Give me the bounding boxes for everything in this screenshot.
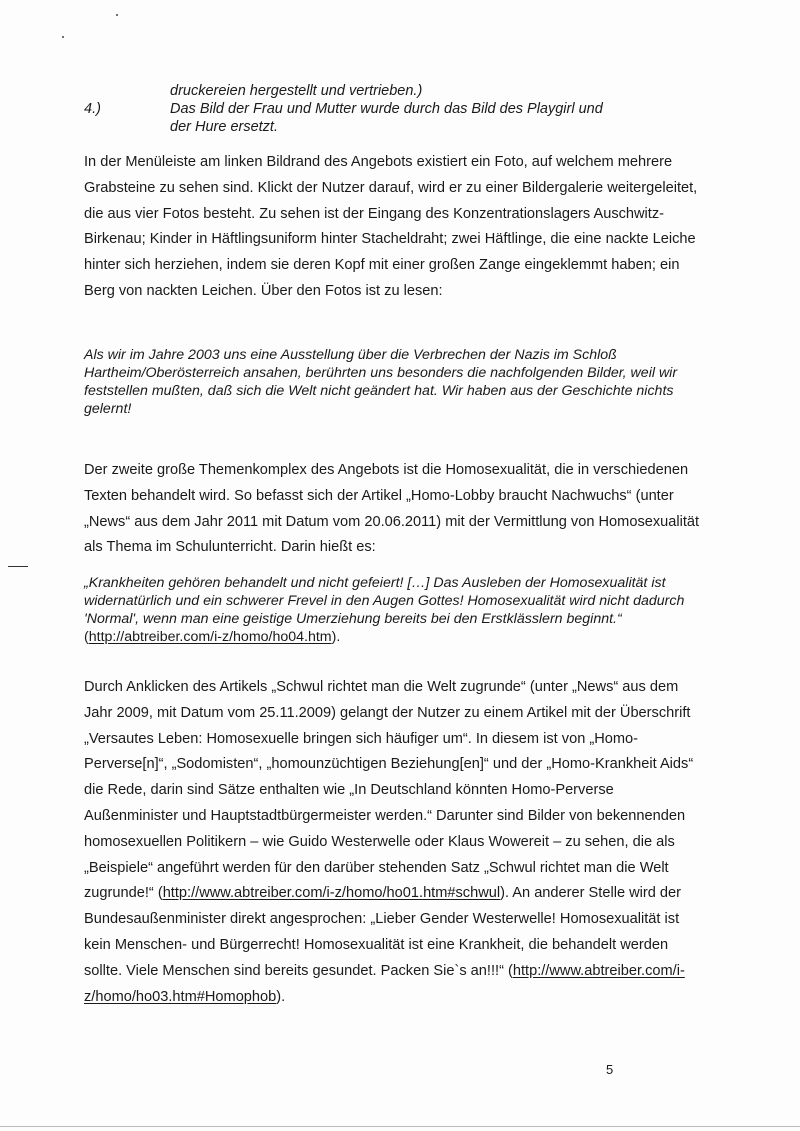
page-number: 5 xyxy=(606,1062,614,1077)
paragraph-schwul-text-1: Durch Anklicken des Artikels „Schwul richtet man die Welt zugrunde“ (unter „News“ aus dem Jahr 2009, mit Datum vom 25.11.2009) gelangt der Nutzer zu einem Artikel mit der Überschrift „Versautes Leben: Homosexuelle bringen sich häufiger um“. In diesem ist von „Homo-Perverse[n]“, „Sodomisten“, „homounzüchtigen Beziehung[en]“ und der „Homo-Krankheit Aids“ die Rede, darin sind Sätze enthalten wie „In Deutschland könnten Homo-Perverse Außenminister und Hauptstadtbürgermeister werden.“ Darunter sind Bilder von bekennenden homosexuellen Politikern – wie Guido Westerwelle oder Klaus Wowereit – zu sehen, die als „Beispiele“ angeführt werden für den darüber stehenden Satz „Schwul richtet man die Welt zugrunde!“ ( xyxy=(84,679,694,902)
list-item-4 xyxy=(84,100,684,118)
quote-paren-close: ). xyxy=(331,629,341,645)
page-bottom-edge xyxy=(0,1126,800,1127)
source-link-ho04[interactable]: http://abtreiber.com/i-z/homo/ho04.htm xyxy=(88,629,332,645)
source-link-ho03[interactable]: http://www.abtreiber.com/i-z/homo/ho03.htm#Homophob xyxy=(84,962,685,1005)
scan-speck xyxy=(116,14,118,16)
source-link-ho01[interactable]: http://www.abtreiber.com/i-z/homo/ho01.htm#schwul xyxy=(162,885,501,902)
quote-homo-lobby xyxy=(84,574,704,646)
numbered-list xyxy=(84,82,684,136)
list-item-text-line2: der Hure ersetzt. xyxy=(170,119,278,135)
paragraph-schwul-text-2: ). An anderer Stelle wird der Bundesaußenminister direkt angesprochen: „Lieber Gender Westerwelle! Homosexualität ist kein Menschen- und Bürgerrecht! Homosexualität ist eine Krankheit, die behandelt werden sollte. Viele Menschen sind bereits gesundet. Packen Sie`s an!!!“ ( xyxy=(84,885,682,979)
list-continuation-text: druckereien hergestellt und vertrieben.) xyxy=(170,83,423,99)
paragraph-homosexuality-topic: Der zweite große Themenkomplex des Angebots ist die Homosexualität, die in verschiedenen Texten behandelt wird. So befasst sich der Artikel „Homo-Lobby braucht Nachwuchs“ (unter „News“ aus dem Jahr 2011 mit Datum vom 20.06.2011) mit der Vermittlung von Homosexualität als Thema im Schulunterricht. Darin hießt es: xyxy=(84,462,700,556)
quote-paren-open: ( xyxy=(84,629,89,645)
paragraph-gallery-description: In der Menüleiste am linken Bildrand des Angebots existiert ein Foto, auf welchem mehrere Grabsteine zu sehen sind. Klickt der Nutzer darauf, wird er zu einer Bildergalerie weitergeleitet, die aus vier Fotos besteht. Zu sehen ist der Eingang des Konzentrationslagers Auschwitz-Birkenau; Kinder in Häftlingsuniform hinter Stacheldraht; zwei Häftlinge, die eine nackte Leiche hinter sich herziehen, indem sie deren Kopf mit einer großen Zange eingeklemmt haben; ein Berg von nackten Leichen. Über den Fotos ist zu lesen: xyxy=(84,154,698,299)
scan-speck xyxy=(62,36,64,38)
list-item-number: 4.) xyxy=(84,101,101,117)
quote-gallery-caption: Als wir im Jahre 2003 uns eine Ausstellung über die Verbrechen der Nazis im Schloß Hartheim/Oberösterreich ansahen, berührten uns besonders die nachfolgenden Bilder, weil wir feststellen mußten, daß sich die Welt nicht geändert hat. Wir haben aus der Geschichte nichts gelernt! xyxy=(84,347,678,417)
list-item-text-line1: Das Bild der Frau und Mutter wurde durch das Bild des Playgirl und xyxy=(170,101,603,117)
quote-homo-lobby-text: „Krankheiten gehören behandelt und nicht gefeiert! […] Das Ausleben der Homosexualität ist widernatürlich und ein schwerer Frevel in den Augen Gottes! Homosexualität wird nicht dadurch 'Normal', wenn man eine geistige Umerziehung bereits bei den Erstklässlern beginnt.“ xyxy=(84,575,685,627)
paragraph-schwul-text-3: ). xyxy=(276,988,286,1005)
paragraph-schwul-article xyxy=(84,675,704,1010)
list-item-4-continued xyxy=(84,118,684,136)
margin-mark xyxy=(8,566,28,567)
list-continuation-row xyxy=(84,82,684,100)
